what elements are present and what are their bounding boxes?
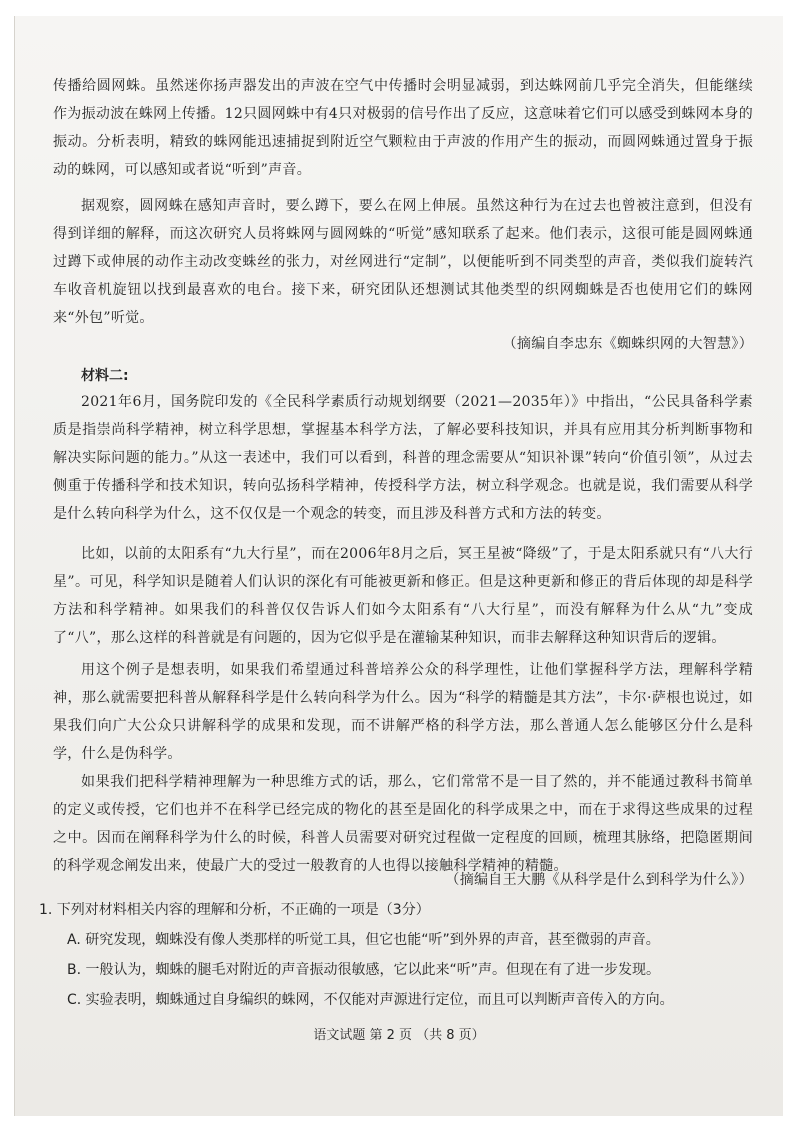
- material2-paragraph-1: 2021年6月，国务院印发的《全民科学素质行动规划纲要（2021—2035年）》中指出，“公民具备科学素质是指崇尚科学精神，树立科学思想，掌握基本科学方法，了解必要科技知识，并具有应用其分析判断事物和解决实际问题的能力。”从这一表述中，我们可以看到，科普的理念需要从“知识补课”转向“价值引领”，从过去侧重于传播科学和技术知识，转向弘扬科学精神，传授科学方法，树立科学观念。也就是说，我们需要从科学是什么转向科学为什么，这不仅仅是一个观念的转变，而且涉及科普方式和方法的转变。: [53, 394, 753, 522]
- material1-paragraph-1: 传播给圆网蛛。虽然迷你扬声器发出的声波在空气中传播时会明显减弱，到达蛛网前几乎完全消失，但能继续作为振动波在蛛网上传播。12只圆网蛛中有4只对极弱的信号作出了反应，这意味着它们可以感受到蛛网本身的振动。分析表明，精致的蛛网能迅速捕捉到附近空气颗粒由于声波的作用产生的振动，而圆网蛛通过置身于振动的蛛网，可以感知或者说“听到”声音。: [53, 78, 753, 178]
- question-1-stem: 1. 下列对材料相关内容的理解和分析，不正确的一项是（3分）: [39, 902, 430, 918]
- material2-paragraph-3: 用这个例子是想表明，如果我们希望通过科普培养公众的科学理性，让他们掌握科学方法，理解科学精神，那么就需要把科普从解释科学是什么转向科学为什么。因为“科学的精髓是其方法”，卡尔·萨根也说过，如果我们向广大公众只讲解科学的成果和发现，而不讲解严格的科学方法，那么普通人怎么能够区分什么是科学，什么是伪科学。: [53, 662, 753, 762]
- question-1-option-b: B. 一般认为，蜘蛛的腿毛对附近的声音振动很敏感，它以此来“听”声。但现在有了进一步发现。: [67, 962, 661, 978]
- exam-page: [14, 16, 783, 1116]
- page-footer: 语文试题 第 2 页 （共 8 页）: [313, 1028, 485, 1043]
- material2-paragraph-4: 如果我们把科学精神理解为一种思维方式的话，那么，它们常常不是一目了然的，并不能通过教科书简单的定义或传授，它们也并不在科学已经完成的物化的甚至是固化的科学成果之中，而在于求得这些成果的过程之中。因而在阐释科学为什么的时候，科普人员需要对研究过程做一定程度的回顾，梳理其脉络，把隐匿期间的科学观念阐发出来，使最广大的受过一般教育的人也得以接触科学精神的精髓。: [53, 774, 753, 874]
- material1-paragraph-2: 据观察，圆网蛛在感知声音时，要么蹲下，要么在网上伸展。虽然这种行为在过去也曾被注意到，但没有得到详细的解释，而这次研究人员将蛛网与圆网蛛的“听觉”感知联系了起来。他们表示，这很可能是圆网蛛通过蹲下或伸展的动作主动改变蛛丝的张力，对丝网进行“定制”，以便能听到不同类型的声音，类似我们旋转汽车收音机旋钮以找到最喜欢的电台。接下来，研究团队还想测试其他类型的织网蜘蛛是否也使用它们的蛛网来“外包”听觉。: [53, 198, 753, 326]
- material1-source: （摘编自李忠东《蜘蛛织网的大智慧》）: [502, 336, 753, 352]
- question-1-option-a: A. 研究发现，蜘蛛没有像人类那样的听觉工具，但它也能“听”到外界的声音，甚至微弱的声音。: [67, 932, 660, 948]
- question-1-option-c: C. 实验表明，蜘蛛通过自身编织的蛛网，不仅能对声源进行定位，而且可以判断声音传入的方向。: [67, 992, 674, 1008]
- material2-heading: 材料二:: [81, 368, 129, 384]
- material2-source: （摘编自王大鹏《从科学是什么到科学为什么》）: [445, 872, 753, 888]
- material2-paragraph-2: 比如，以前的太阳系有“九大行星”，而在2006年8月之后，冥王星被“降级”了，于是太阳系就只有“八大行星”。可见，科学知识是随着人们认识的深化有可能被更新和修正。但是这种更新和修正的背后体现的却是科学方法和科学精神。如果我们的科普仅仅告诉人们如今太阳系有“八大行星”，而没有解释为什么从“九”变成了“八”，那么这样的科普就是有问题的，因为它似乎是在灌输某种知识，而非去解释这种知识背后的逻辑。: [53, 546, 753, 646]
